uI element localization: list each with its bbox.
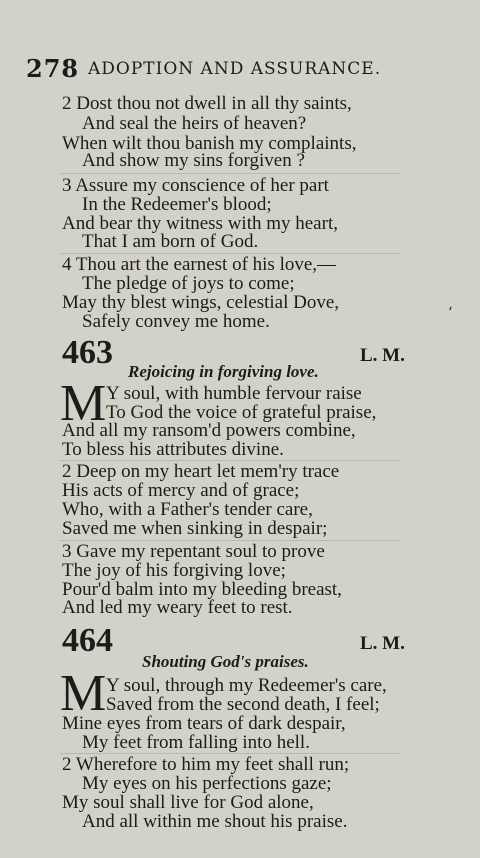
prev-v2-line-3: When wilt thou banish my complaints, (62, 133, 357, 154)
hymn-title-463: Rejoicing in forgiving love. (128, 362, 319, 381)
hymn-title-464: Shouting God's praises. (142, 652, 309, 671)
prev-v2-line-2: And seal the heirs of heaven? (82, 113, 307, 134)
h464-v2-line-1: 2 Wherefore to him my feet shall run; (62, 754, 350, 775)
h463-v1-line-1: Y soul, with humble fervour raise (106, 383, 362, 404)
h463-v1-line-2: To God the voice of grateful praise, (106, 402, 377, 423)
prev-v3-line-2: In the Redeemer's blood; (82, 194, 272, 215)
section-title: ADOPTION AND ASSURANCE. (88, 59, 382, 79)
h463-v3-line-1: 3 Gave my repentant soul to prove (62, 541, 325, 562)
h463-v2-line-3: Who, with a Father's tender care, (62, 499, 313, 520)
h464-v2-line-4: And all within me shout his praise. (82, 811, 348, 832)
verse-divider (60, 173, 400, 174)
h463-v2-line-1: 2 Deep on my heart let mem'ry trace (62, 461, 340, 482)
prev-v4-line-4: Safely convey me home. (82, 311, 270, 332)
running-header (26, 54, 396, 84)
prev-v3-line-4: That I am born of God. (82, 231, 259, 252)
h463-v2-line-2: His acts of mercy and of grace; (62, 480, 300, 501)
h463-v1-line-4: To bless his attributes divine. (62, 439, 284, 460)
page-number: 278 (26, 54, 80, 83)
h464-v1-line-2: Saved from the second death, I feel; (106, 694, 380, 715)
prev-v4-line-3: May thy blest wings, celestial Dove, (62, 292, 340, 313)
h464-v1-line-3: Mine eyes from tears of dark despair, (62, 713, 346, 734)
h464-v2-line-2: My eyes on his perfections gaze; (82, 773, 332, 794)
drop-cap-464: M (60, 665, 107, 722)
prev-v2-line-1: 2 Dost thou not dwell in all thy saints, (62, 93, 352, 114)
prev-v3-line-1: 3 Assure my conscience of her part (62, 175, 329, 196)
h463-v3-line-3: Pour'd balm into my bleeding breast, (62, 579, 342, 600)
h463-v3-line-2: The joy of his forgiving love; (62, 560, 286, 581)
margin-mark: ‘ (448, 305, 453, 321)
h463-v1-line-3: And all my ransom'd powers combine, (62, 420, 356, 441)
h464-v1-line-1: Y soul, through my Redeemer's care, (106, 675, 387, 696)
hymn-number-464: 464 (62, 622, 113, 659)
drop-cap-463: M (60, 375, 107, 432)
h463-v3-line-4: And led my weary feet to rest. (62, 597, 293, 618)
prev-v4-line-2: The pledge of joys to come; (82, 273, 295, 294)
prev-v3-line-3: And bear thy witness with my heart, (62, 213, 338, 234)
hymn-number-463: 463 (62, 334, 113, 371)
prev-v4-line-1: 4 Thou art the earnest of his love,— (62, 254, 337, 275)
h464-v1-line-4: My feet from falling into hell. (82, 732, 310, 753)
hymn-meter-464: L. M. (360, 633, 405, 654)
prev-v2-line-4: And show my sins forgiven ? (82, 150, 305, 171)
h464-v2-line-3: My soul shall live for God alone, (62, 792, 314, 813)
hymn-meter-463: L. M. (360, 345, 405, 366)
h463-v2-line-4: Saved me when sinking in despair; (62, 518, 328, 539)
